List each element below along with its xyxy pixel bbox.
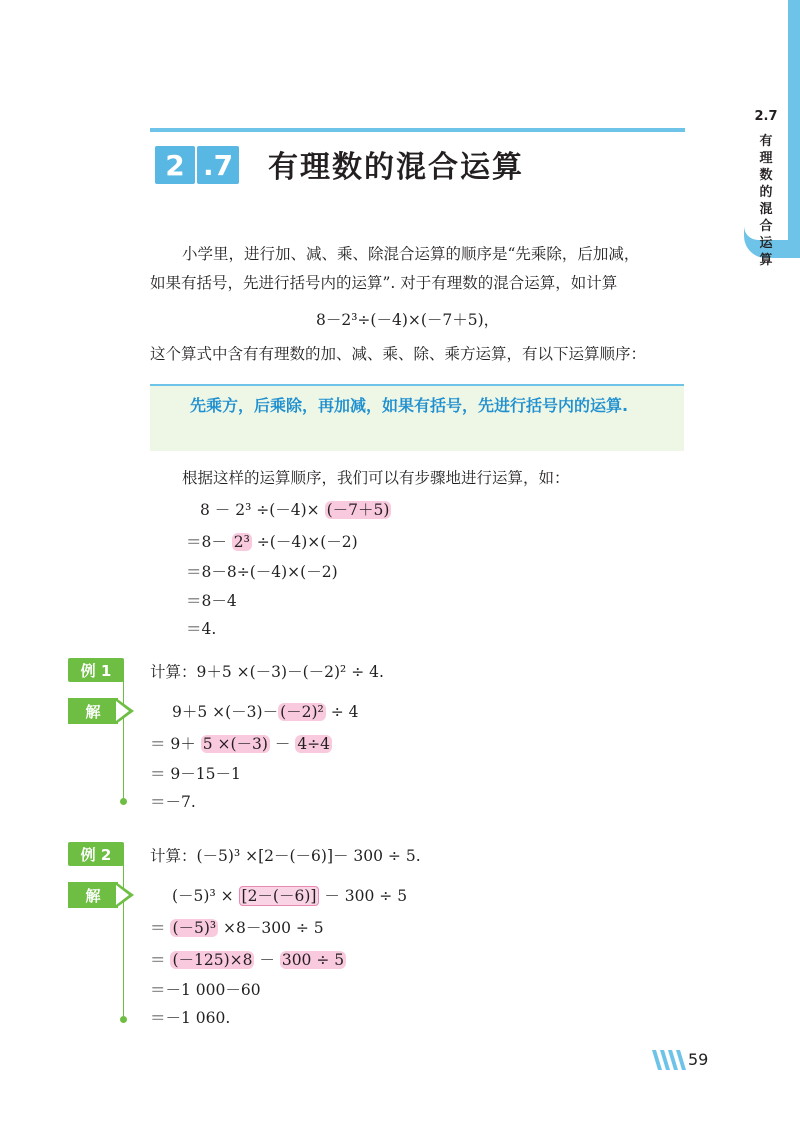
step-text: ×8－300 ÷ 5 [218, 919, 324, 937]
side-char: 有 [759, 134, 773, 149]
step-text: ＝ [150, 919, 171, 937]
example-1-problem: 计算：9＋5 ×(－3)－(－2)² ÷ 4. [150, 663, 384, 681]
example-1-step-2 [150, 732, 332, 754]
step-text: ÷ 4 [325, 703, 359, 721]
solution-text: 解 [68, 698, 118, 724]
intro-line-3: 这个算式中含有有理数的加、减、乘、除、乘方运算，有以下运算顺序： [150, 345, 647, 363]
arrow-inner [116, 701, 129, 721]
solution-text: 解 [68, 882, 118, 908]
highlight-term: (－2)² [280, 703, 324, 721]
intro-formula: 8－2³÷(－4)×(－7＋5)， [316, 311, 500, 329]
intro-line-1: 小学里，进行加、减、乘、除混合运算的顺序是“先乘除，后加减， [182, 245, 640, 263]
demo-intro: 根据这样的运算顺序，我们可以有步骤地进行运算，如： [182, 469, 570, 487]
example-2-step-2 [150, 916, 324, 938]
badge-number: 2 [155, 146, 195, 184]
example-1-step-1 [172, 700, 358, 722]
section-badge [155, 146, 239, 184]
side-char: 混 [759, 202, 773, 217]
example-2-step-4: ＝－1 000－60 [150, 981, 261, 999]
step-text: ＝ [150, 951, 171, 969]
example-1-step-3: ＝ 9－15－1 [150, 765, 241, 783]
highlight-term: 300 ÷ 5 [281, 951, 345, 969]
header-rule [150, 128, 685, 132]
page-stripes-icon [652, 1050, 686, 1070]
demo-step-5: ＝4. [186, 620, 217, 638]
example-2-solution-label [68, 882, 140, 908]
rule-text: 先乘方，后乘除，再加减，如果有括号，先进行括号内的运算. [190, 396, 629, 415]
side-char: 合 [759, 219, 773, 234]
demo-step-4: ＝8－4 [186, 592, 237, 610]
demo-step-2 [186, 530, 358, 552]
side-section-label [744, 108, 788, 269]
example-2-step-1 [172, 884, 407, 906]
example-1-solution-label [68, 698, 140, 724]
highlight-term: [2－(－6)] [239, 886, 320, 906]
highlight-term: (－7＋5) [326, 501, 390, 519]
step-text: ÷(－4)×(－2) [251, 533, 358, 551]
side-char: 运 [759, 236, 773, 251]
highlight-term: 5 ×(－3) [202, 735, 268, 753]
highlight-term: (－125)×8 [172, 951, 253, 969]
demo-step-1 [200, 498, 391, 520]
highlight-term: 2³ [233, 533, 250, 551]
example-2-label: 例 2 [68, 842, 124, 866]
badge-subnumber: .7 [197, 146, 239, 184]
arrow-inner [116, 885, 129, 905]
example-1-line [123, 664, 124, 802]
example-2-dot [120, 1016, 127, 1023]
side-char: 数 [759, 168, 773, 183]
example-2-step-3 [150, 948, 346, 970]
side-char: 算 [759, 253, 773, 268]
example-1-label: 例 1 [68, 658, 124, 682]
step-text: ＝8－ [186, 533, 232, 551]
step-text: 9＋5 ×(－3)－ [172, 703, 279, 721]
side-char: 的 [759, 185, 773, 200]
step-text: － [269, 735, 296, 753]
example-2-line [123, 848, 124, 1020]
example-2-step-5: ＝－1 060. [150, 1009, 231, 1027]
step-text: － [254, 951, 280, 969]
step-text: ＝ 9＋ [150, 735, 201, 753]
step-text: － 300 ÷ 5 [319, 887, 408, 905]
highlight-term: 4÷4 [297, 735, 331, 753]
step-text: (－5)³ × [172, 887, 239, 905]
side-char: 理 [759, 151, 773, 166]
example-1-dot [120, 798, 127, 805]
page-number: 59 [688, 1050, 709, 1069]
example-1-step-4: ＝－7. [150, 793, 196, 811]
intro-line-2: 如果有括号，先进行括号内的运算”. 对于有理数的混合运算，如计算 [150, 274, 618, 292]
page-title: 有理数的混合运算 [268, 150, 524, 185]
highlight-term: (－5)³ [172, 919, 217, 937]
side-section-no: 2.7 [754, 109, 778, 124]
example-2-problem: 计算：(－5)³ ×[2－(－6)]－ 300 ÷ 5. [150, 847, 421, 865]
step-text: 8 － 2³ ÷(－4)× [200, 501, 325, 519]
demo-step-3: ＝8－8÷(－4)×(－2) [186, 563, 338, 581]
